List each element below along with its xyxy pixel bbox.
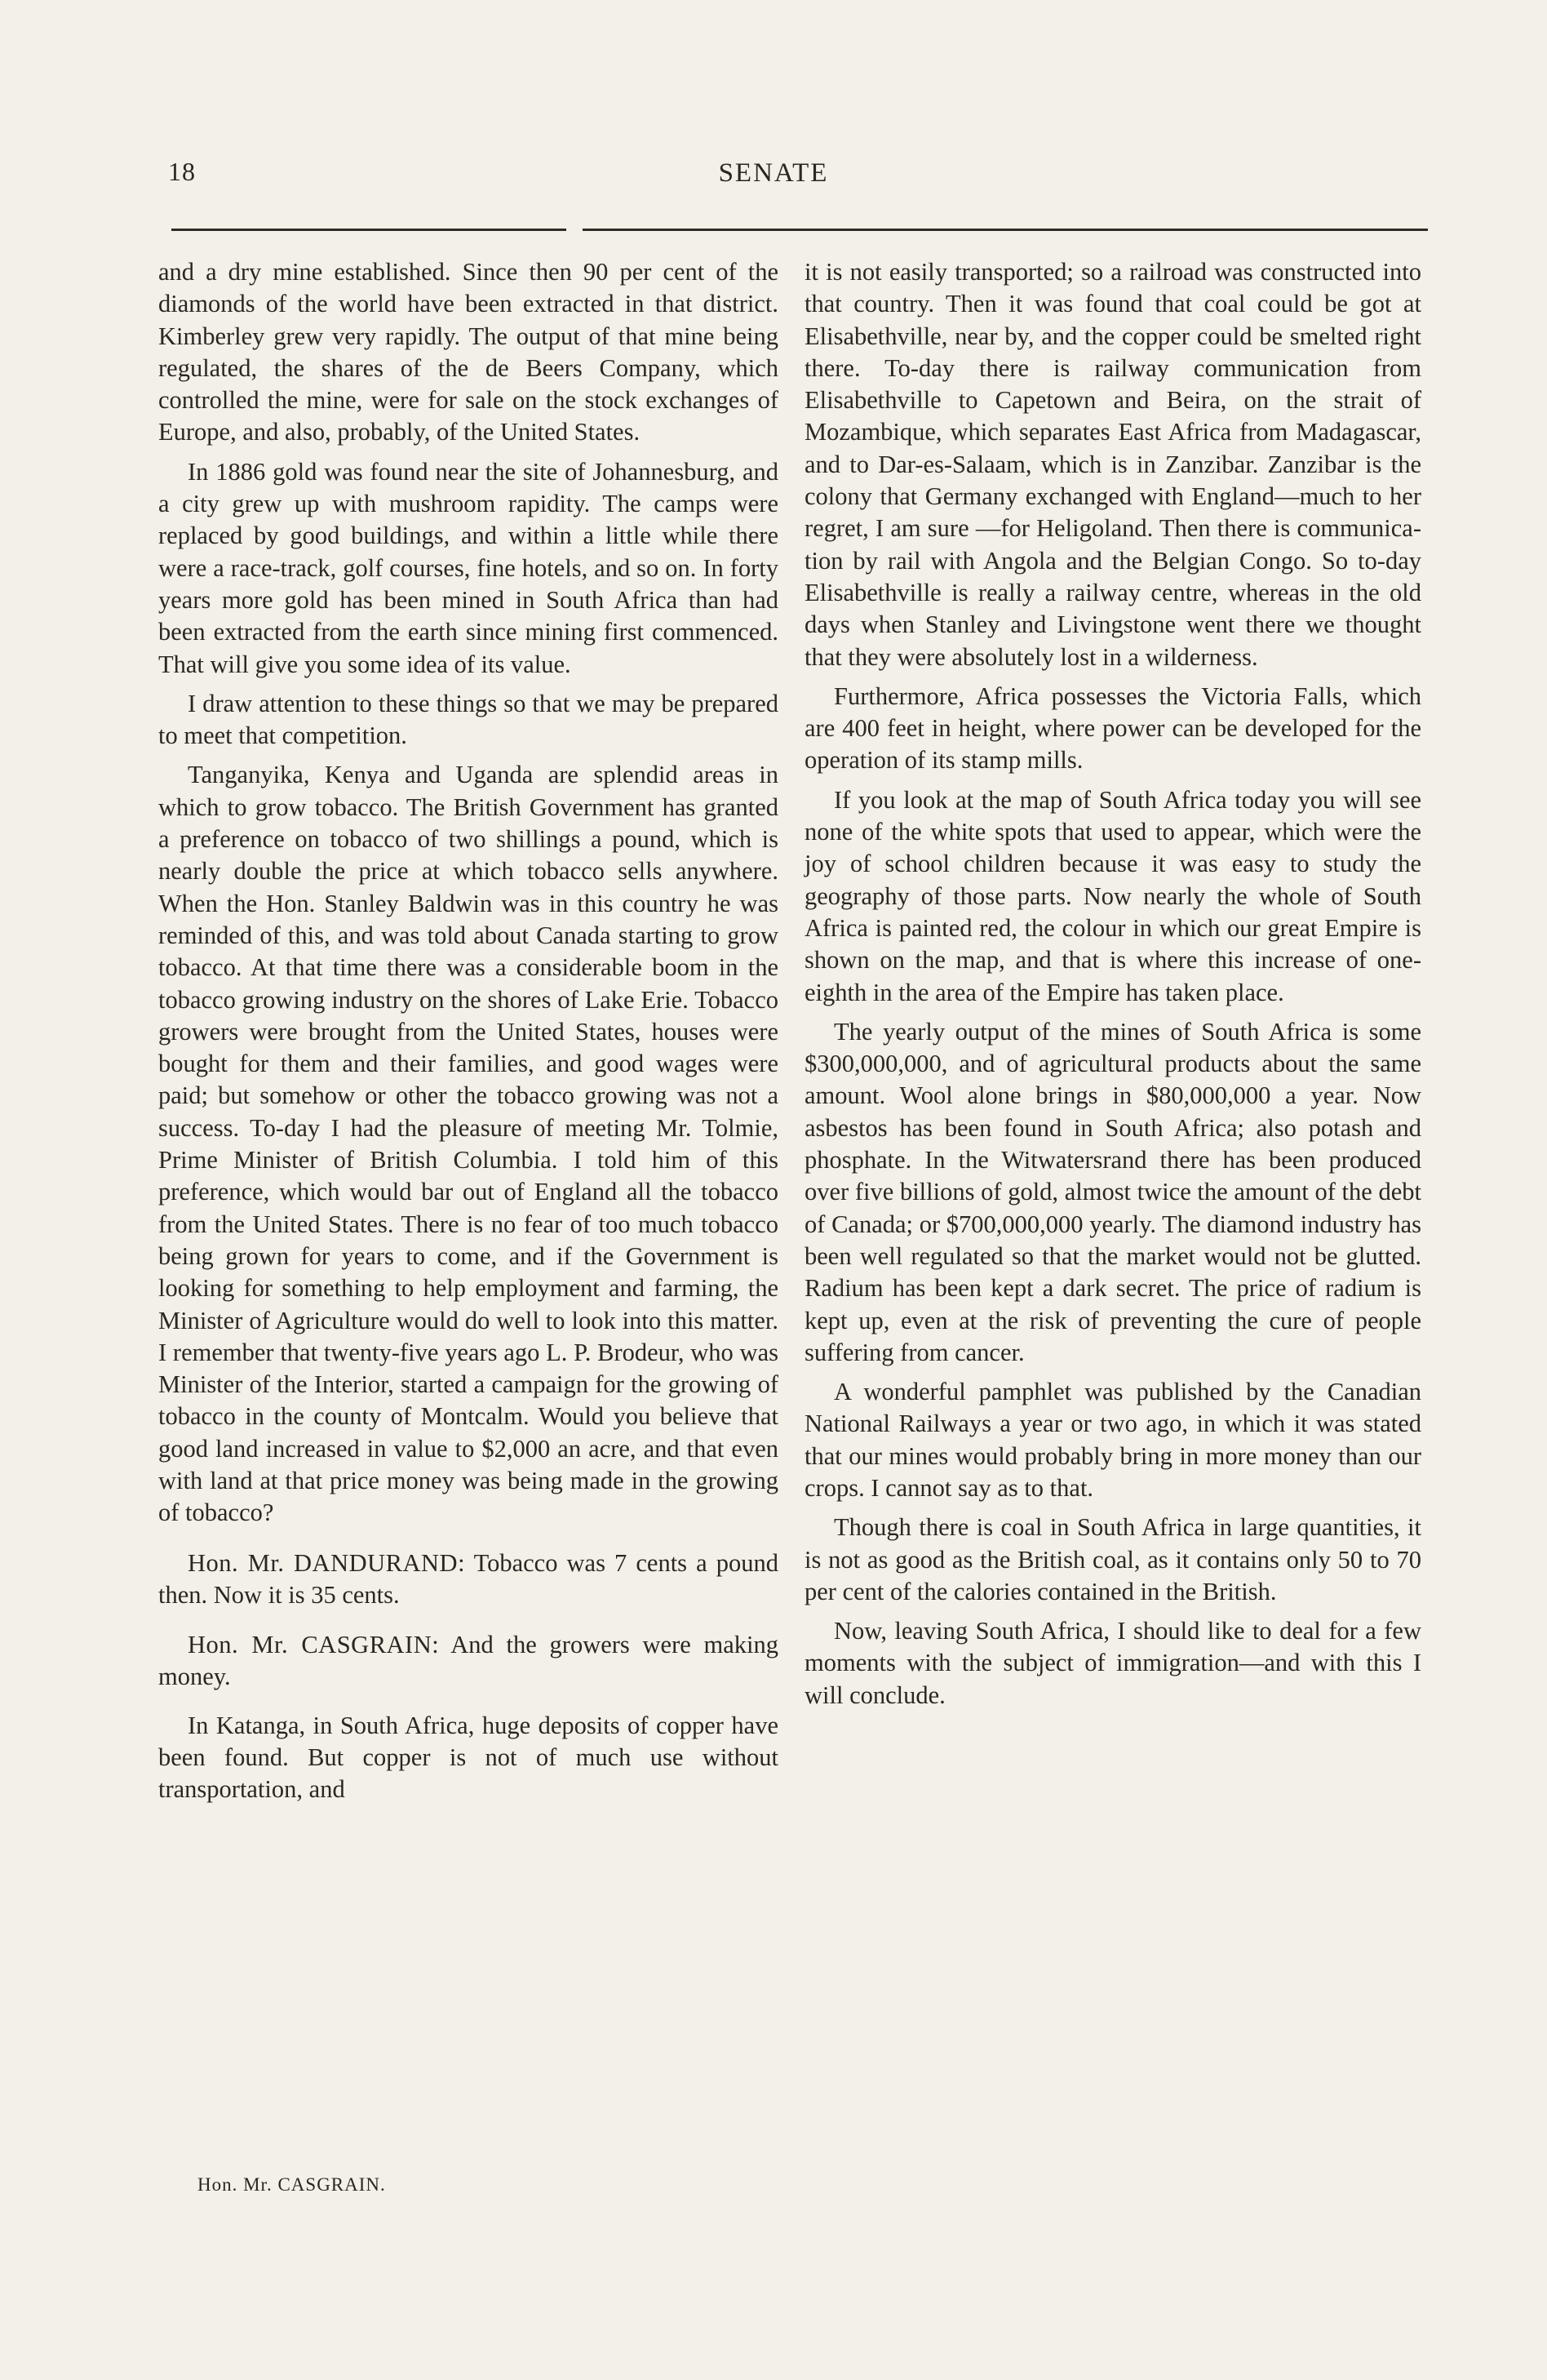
paragraph: In Katanga, in South Africa, huge deposits of copper have been found. But copper is not of much use without transportation, and [158,1711,778,1804]
paragraph: Furthermore, Africa possesses the Victoria Falls, which are 400 feet in height, where power can be developed for the operation of its stamp mills. [805,682,1421,775]
speech-text: And the growers were making money. [158,1631,778,1691]
paragraph: If you look at the map of South Africa today you will see none of the white spots that used to appear, which were the joy of school children because it was easy to study the geography of those parts. Now nearly the whole of South Africa is painted red, the colour in which our great Empire is shown on the map, and that is where this increase of one-eighth in the area of the Empire has taken place. [805,785,1421,1006]
speaker-name: Hon. Mr. CASGRAIN: [188,1631,440,1659]
paragraph: The yearly output of the mines of South Africa is some $300,000,000, and of agricultural products about the same amount. Wool alone brings in $80,000,000 a year. Now asbestos has been found in South Africa; also potash and phosphate. In the Witwatersrand there has been produced over five billions of gold, almost twice the amount of the debt of Canada; or $700,000,000 yearly. The diamond industry has been well regulated so that the market would not be glutted. Radium has been kept a dark secret. The price of radium is kept up, even at the risk of preventing the cure of people suffering from cancer. [805,1017,1421,1366]
page-number: 18 [168,157,196,186]
footer-speaker: Hon. Mr. CASGRAIN. [197,2174,386,2195]
header-rule-right [583,229,1428,231]
paragraph: and a dry mine established. Since then 90 per cent of the diamonds of the world have been extracted in that district. Kimberley grew very rapidly. The output of that mine being regulated, the shares of the de Beers Company, which controlled the mine, were for sale on the stock exchanges of Europe, and also, probably, of the United States. [158,258,778,446]
paragraph: A wonderful pamphlet was published by the Canadian National Railways a year or two ago, in which it was stated that our mines would probably bring in more money than our crops. I cannot say as to that. [805,1378,1421,1502]
paragraph: I draw attention to these things so that we may be prepared to meet that competition. [158,689,778,750]
paragraph: Though there is coal in South Africa in large quantities, it is not as good as the British coal, as it contains only 50 to 70 per cent of the calories contained in the British. [805,1513,1421,1605]
paragraph: Now, leaving South Africa, I should like to deal for a few moments with the subject of immigration—and with this I will conclude. [805,1617,1421,1709]
paragraph: it is not easily transported; so a railroad was constructed into that country. Then it was found that coal could be got at Elisabethville, near by, and the copper could be smelted right there. To-day there is railway communication from Elisabethville to Capetown and Beira, on the strait of Mozambique, which separates East Africa from Madagascar, and to Dar-es-Salaam, which is in Zanzibar. Zanzibar is the colony that Germany exchanged with England—much to her regret, I am sure —for Heligoland. Then there is communication by rail with Angola and the Belgian Congo. So to-day Elisabethville is really a railway centre, whereas in the old days when Stanley and Livingstone went there we thought that they were absolutely lost in a wilderness. [805,258,1421,671]
paragraph: In 1886 gold was found near the site of Johannesburg, and a city grew up with mushroom rapidity. The camps were replaced by good buildings, and within a little while there were a race-track, golf courses, fine hotels, and so on. In forty years more gold has been mined in South Africa than had been extracted from the earth since mining first commenced. That will give you some idea of its value. [158,457,778,678]
running-head: SENATE [718,158,829,188]
right-column [805,256,1421,1719]
paragraph: Tanganyika, Kenya and Uganda are splendid areas in which to grow tobacco. The British Government has granted a preference on tobacco of two shillings a pound, which is nearly double the price at which tobacco sells anywhere. When the Hon. Stanley Baldwin was in this country he was reminded of this, and was told about Canada starting to grow tobacco. At that time there was a considerable boom in the tobacco growing industry on the shores of Lake Erie. Tobacco growers were brought from the United States, houses were bought for them and their families, and good wages were paid; but somehow or other the tobacco growing was not a success. To-day I had the pleasure of meeting Mr. Tolmie, Prime Minister of British Columbia. I told him of this preference, which would bar out of England all the tobacco from the United States. There is no fear of too much tobacco being grown for years to come, and if the Government is looking for something to help employment and farming, the Minister of Agriculture would do well to look into this matter. I remember that twenty-five years ago L. P. Brodeur, who was Minister of the Interior, started a campaign for the growing of tobacco in the county of Montcalm. Would you believe that good land increased in value to $2,000 an acre, and that even with land at that price money was being made in the growing of tobacco? [158,761,778,1527]
speech-dandurand [158,1547,778,1612]
speech-text: Tobacco was 7 cents a pound then. Now it is 35 cents. [158,1548,778,1609]
speech-casgrain [158,1629,778,1694]
header-rule-left [171,229,566,231]
left-column [158,256,778,1814]
speaker-name: Hon. Mr. DANDURAND: [188,1548,466,1577]
